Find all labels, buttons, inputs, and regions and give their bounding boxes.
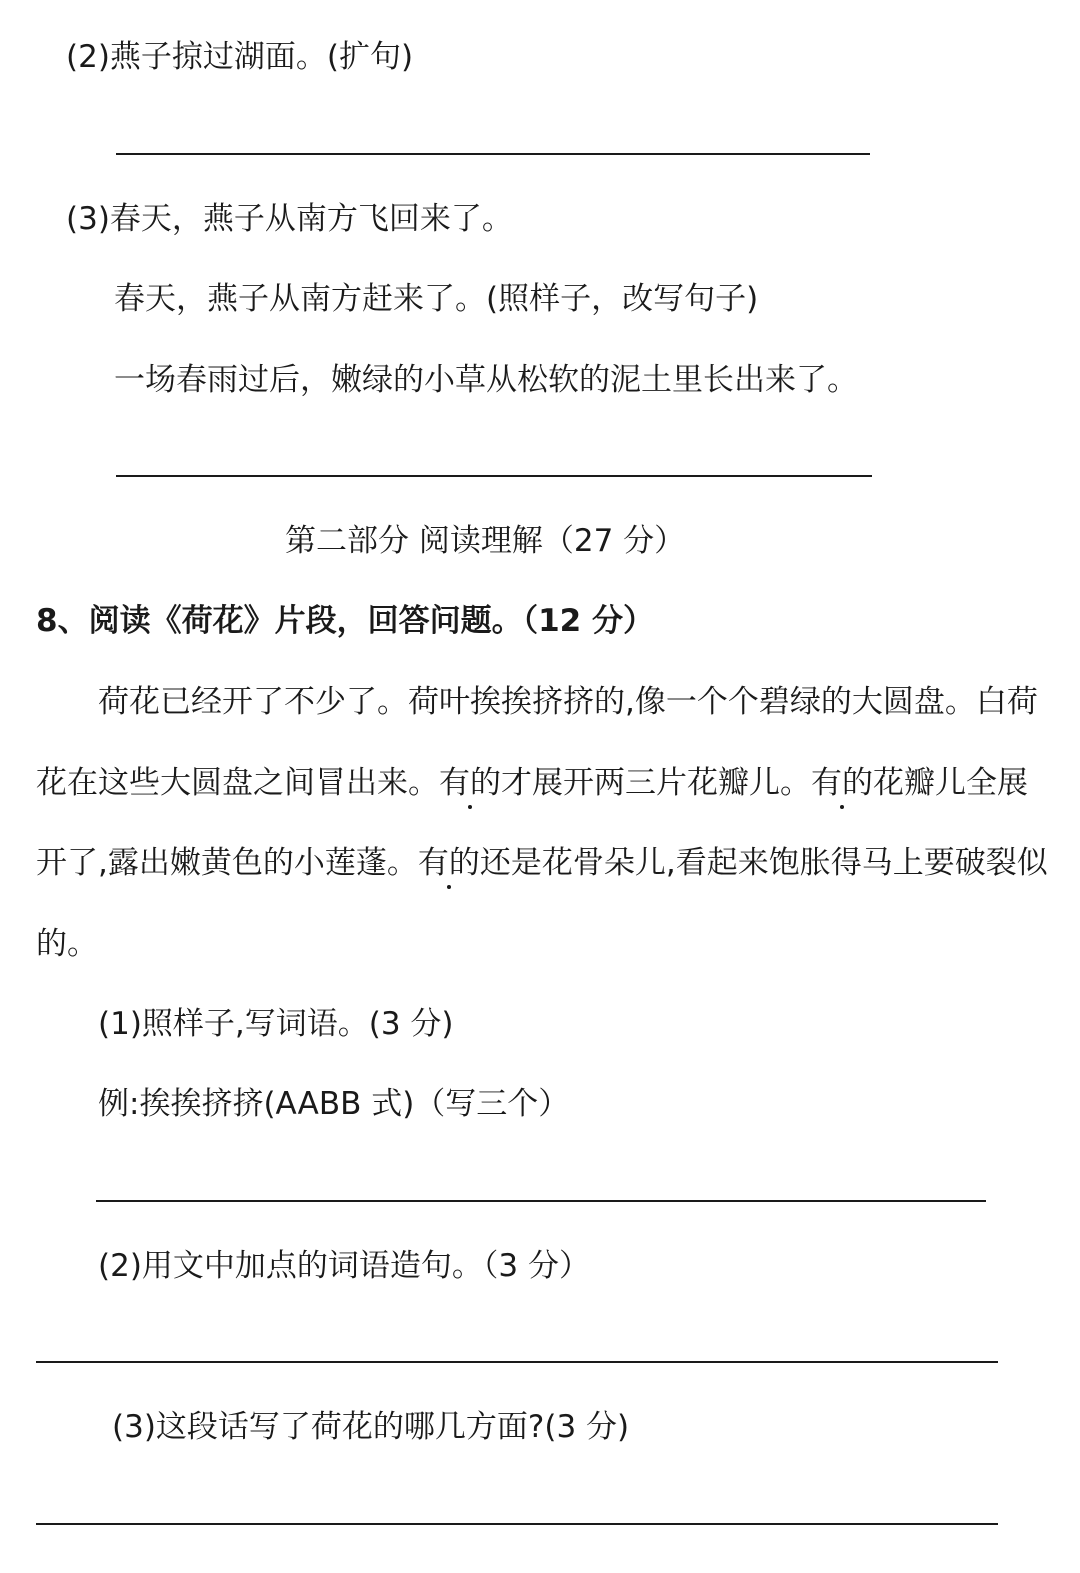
dotted-word: 有的 — [811, 765, 873, 801]
answer-line-sub2[interactable] — [36, 1361, 998, 1363]
passage-text: 还是花骨朵儿,看起来饱胀得马上要破裂似 — [479, 845, 1048, 881]
passage-text: 花瓣儿全展 — [873, 765, 1028, 801]
dotted-word: 有的 — [417, 845, 480, 881]
sub-question-3: (3)这段话写了荷花的哪几方面?(3 分) — [112, 1409, 630, 1445]
passage-text: 开了,露出嫩黄色的小莲蓬。 — [36, 845, 418, 881]
answer-line-sub1[interactable] — [96, 1200, 986, 1202]
question-8-title: 8、阅读《荷花》片段，回答问题。（12 分） — [36, 603, 654, 639]
passage-text: 花在这些大圆盘之间冒出来。 — [36, 765, 439, 801]
passage-line-1: 荷花已经开了不少了。荷叶挨挨挤挤的,像一个个碧绿的大圆盘。白荷 — [98, 684, 1038, 720]
passage-line-3 — [36, 843, 1048, 883]
sub-question-1: (1)照样子,写词语。(3 分) — [98, 1006, 454, 1042]
dotted-word: 有的 — [439, 765, 501, 801]
question-3-prompt: (3)春天，燕子从南方飞回来了。 — [66, 201, 513, 237]
passage-text: 才展开两三片花瓣儿。 — [501, 765, 811, 801]
question-3-sentence: 一场春雨过后，嫩绿的小草从松软的泥土里长出来了。 — [114, 362, 858, 398]
answer-line-sub3[interactable] — [36, 1523, 998, 1525]
answer-line-q2[interactable] — [116, 153, 870, 155]
passage-line-2 — [36, 763, 1028, 803]
passage-line-4: 的。 — [36, 926, 98, 962]
sub-question-2: (2)用文中加点的词语造句。（3 分） — [98, 1248, 590, 1284]
sub-question-1-example: 例:挨挨挤挤(AABB 式)（写三个） — [98, 1086, 570, 1122]
question-2-prompt: (2)燕子掠过湖面。(扩句) — [66, 39, 414, 75]
part-two-heading: 第二部分 阅读理解（27 分） — [285, 523, 686, 559]
answer-line-q3[interactable] — [116, 475, 872, 477]
question-3-example: 春天，燕子从南方赶来了。(照样子，改写句子) — [114, 281, 759, 317]
